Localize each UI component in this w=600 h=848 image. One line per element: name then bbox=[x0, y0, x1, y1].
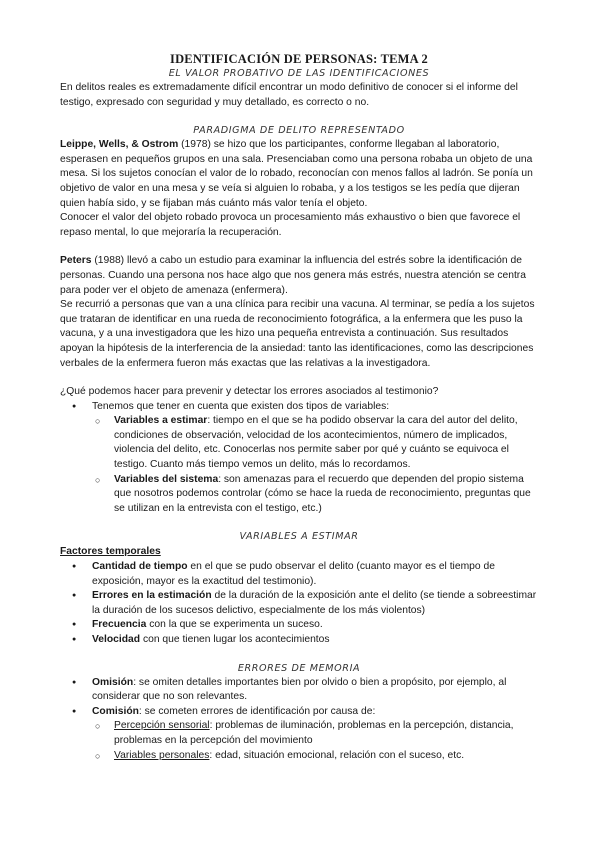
list-item bbox=[70, 618, 538, 633]
term-variables-sistema: Variables del sistema bbox=[114, 473, 219, 485]
list-item bbox=[70, 400, 538, 415]
author-leippe: Leippe, Wells, & Ostrom bbox=[60, 139, 179, 151]
list-item bbox=[92, 473, 538, 517]
page-title: IDENTIFICACIÓN DE PERSONAS: TEMA 2 bbox=[170, 52, 428, 66]
list-item bbox=[92, 749, 538, 764]
paragraph-valor-objeto: Conocer el valor del objeto robado provoca un procesamiento más exhaustivo o bien que favorece el repaso mental, lo que mejoraría la recuperación. bbox=[60, 212, 521, 238]
author-peters: Peters bbox=[60, 255, 92, 267]
list-item-term: Velocidad bbox=[92, 634, 141, 645]
list-item bbox=[70, 560, 538, 589]
variables-list bbox=[60, 400, 538, 517]
list-item-text: en el que se pudo observar el delito (cuanto mayor es el tiempo de exposición, mayor es la exactitud del testimonio). bbox=[92, 561, 495, 587]
list-item bbox=[92, 414, 538, 472]
list-item-text: : problemas de iluminación, problemas en la percepción, distancia, problemas en la percepción del movimiento bbox=[114, 720, 514, 746]
errores-list bbox=[60, 676, 538, 764]
list-item-term: Variables personales bbox=[114, 749, 210, 761]
list-item-term: Errores en la estimación bbox=[92, 590, 212, 602]
list-item-text: : edad, situación emocional, relación con el suceso, etc. bbox=[209, 749, 465, 761]
spacer bbox=[60, 371, 538, 385]
list-item bbox=[70, 633, 538, 648]
section-heading-errores: ERRORES DE MEMORIA bbox=[237, 662, 361, 674]
list-item-text: con que tienen lugar los acontecimientos bbox=[140, 634, 330, 645]
subheading-factores-temporales: Factores temporales bbox=[60, 546, 161, 558]
list-item-text: : se omiten detalles importantes bien por olvido o bien a propósito, por ejemplo, al considerar que no son relevantes. bbox=[92, 676, 507, 703]
list-item-text: : tiempo en el que se ha podido observar la cara del autor del delito, condiciones de observación, velocidad de los acontecimientos, número de implicados, violencia del delito, etc. Conocerlas nos permite saber por qué y cuánto se equivoca el testigo. Cuanto más tiempo vemos un delito, más lo recordamos. bbox=[114, 415, 518, 471]
list-item bbox=[70, 676, 538, 705]
list-item-term: Frecuencia bbox=[92, 619, 147, 631]
list-item-term: Comisión bbox=[92, 705, 139, 717]
section-heading-variables: VARIABLES A ESTIMAR bbox=[239, 531, 359, 543]
section-heading-paradigma: PARADIGMA DE DELITO REPRESENTADO bbox=[193, 125, 405, 137]
paragraph-peters-text: (1988) llevó a cabo un estudio para examinar la influencia del estrés sobre la identificación de personas. Cuando una persona nos hace algo que nos genera más estrés, nuestra atención se centra para poder ver el objeto de amenaza (enfermera). bbox=[60, 255, 526, 296]
list-item bbox=[92, 719, 538, 748]
paragraph-leippe-text: (1978) se hizo que los participantes, conforme llegaban al laboratorio, esperasen en pequeños grupos en una sala. Presenciaban como una persona robaba un objeto de una mesa. Si los sujetos conocían el valor de lo robado, reconocían con menos fallos al ladrón. Se ponía un objetivo de valor en una mesa y se veía si alguien lo robaba, y a los testigos se les pedía que dijeran quien había sido, y se fijaban más cuánto más valor tenía el objeto. bbox=[60, 139, 533, 209]
list-item bbox=[70, 705, 538, 720]
page-subtitle: EL VALOR PROBATIVO DE LAS IDENTIFICACIONES bbox=[168, 68, 430, 79]
document-body bbox=[60, 52, 538, 763]
list-item-text: Tenemos que tener en cuenta que existen dos tipos de variables: bbox=[92, 400, 390, 412]
paragraph-peters bbox=[60, 254, 538, 298]
factores-list bbox=[60, 560, 538, 648]
intro-paragraph: En delitos reales es extremadamente difícil encontrar un modo definitivo de conocer si el informe del testigo, expresado con seguridad y muy detallado, es correcto o no. bbox=[60, 82, 518, 108]
list-item bbox=[70, 589, 538, 618]
paragraph-vacuna: Se recurrió a personas que van a una clínica para recibir una vacuna. Al terminar, se pedía a los sujetos que trataran de identificar en una rueda de reconocimiento fotográfica, a la enfermera que les puso la vacuna, y a una investigadora que les hizo una pequeña entrevista a continuación. Sus resultados apoyan la hipótesis de la interferencia de la ansiedad: tanto las identificaciones, como las descripciones verbales de la enfermera fueron más exactas que las relativas a la investigadora. bbox=[60, 299, 535, 369]
list-item-term: Percepción sensorial bbox=[114, 720, 210, 732]
list-item-text: con la que se experimenta un suceso. bbox=[146, 619, 323, 631]
list-item-term: Omisión bbox=[92, 676, 134, 688]
term-variables-estimar: Variables a estimar bbox=[114, 415, 208, 427]
paragraph-leippe bbox=[60, 138, 538, 211]
list-item-text: : son amenazas para el recuerdo que dependen del propio sistema que nosotros podemos controlar (cómo se hace la rueda de reconocimiento, preguntas que se utilizan en la entrevista con el testigo, etc.) bbox=[114, 473, 531, 514]
question-paragraph: ¿Qué podemos hacer para prevenir y detectar los errores asociados al testimonio? bbox=[60, 386, 439, 398]
list-item-text: : se cometen errores de identificación por causa de: bbox=[138, 705, 376, 717]
list-item-text: de la duración de la exposición ante el delito (se tiende a sobreestimar la duración de los sucesos delictivo, especialmente de los más violentos) bbox=[92, 590, 537, 616]
spacer bbox=[60, 240, 538, 254]
list-item-term: Cantidad de tiempo bbox=[92, 561, 188, 573]
